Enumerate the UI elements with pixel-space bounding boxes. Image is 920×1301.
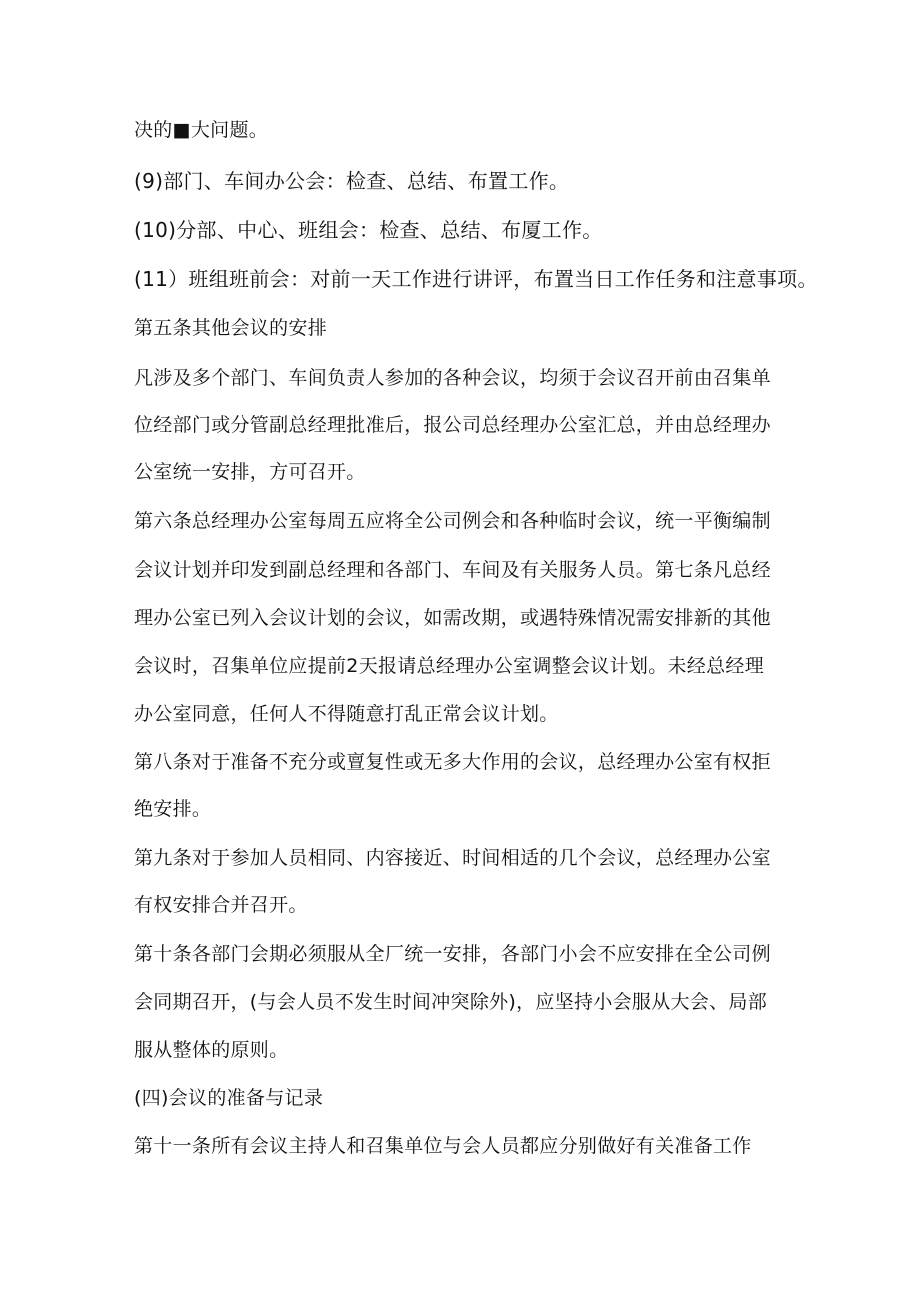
text-line: 第八条对于准备不充分或亶复性或无多大作用的会议，总经理办公室有权拒 xyxy=(134,751,771,773)
text-line: 第十一条所有会议主持人和召集单位与会人员都应分别做好有关准备工作 xyxy=(134,1135,752,1157)
text-line: (9)部门、车间办公会：检查、总结、布置工作。 xyxy=(134,169,570,193)
text-line: 凡涉及多个部门、车间负责人参加的各种会议，均须于会议召开前由召集单 xyxy=(134,367,771,389)
text-line: 公室统一安排，方可召开。 xyxy=(134,461,366,483)
text-line: 理办公室已列入会议计划的会议，如需改期，或遇特殊情况需安排新的其他 xyxy=(134,607,771,629)
text-line: 第六条总经理办公室每周五应将全公司例会和各种临时会议，统一平衡编制 xyxy=(134,510,771,532)
text-line: 办公室同意，任何人不得随意打乱正常会议计划。 xyxy=(134,703,559,725)
text-line: 有权安排合并召开。 xyxy=(134,894,308,916)
text-line: 服从整体的原则。 xyxy=(134,1039,289,1061)
section-heading: 第五条其他会议的安排 xyxy=(134,317,328,339)
text-line: 会同期召开，(与会人员不发生时间冲突除外)，应坚持小会服从大会、局部 xyxy=(134,991,768,1013)
text-line: 会议时，召集单位应提前2天报请总经理办公室调整会议计划。未经总经理 xyxy=(134,655,764,677)
text-line: 第九条对于参加人员相同、内容接近、时间相适的几个会议，总经理办公室 xyxy=(134,847,771,869)
text-line: (10)分部、中心、班组会：检查、总结、布厦工作。 xyxy=(134,218,603,242)
text-line: 位经部门或分管副总经理批准后，报公司总经理办公室汇总，并由总经理办 xyxy=(134,414,771,436)
text-line: 第十条各部门会期必须服从全厂统一安排，各部门小会不应安排在全公司例 xyxy=(134,943,771,965)
section-heading: (四)会议的准备与记录 xyxy=(134,1087,324,1109)
text-line: 会议计划并印发到副总经理和各部门、车间及有关服务人员。第七条凡总经 xyxy=(134,559,771,581)
text-line: (11）班组班前会：对前一天工作进行讲评，布置当日工作任务和注意事项。 xyxy=(134,267,818,291)
text-line: 绝安排。 xyxy=(134,798,212,820)
text-line: 决的■大问题。 xyxy=(134,119,269,141)
